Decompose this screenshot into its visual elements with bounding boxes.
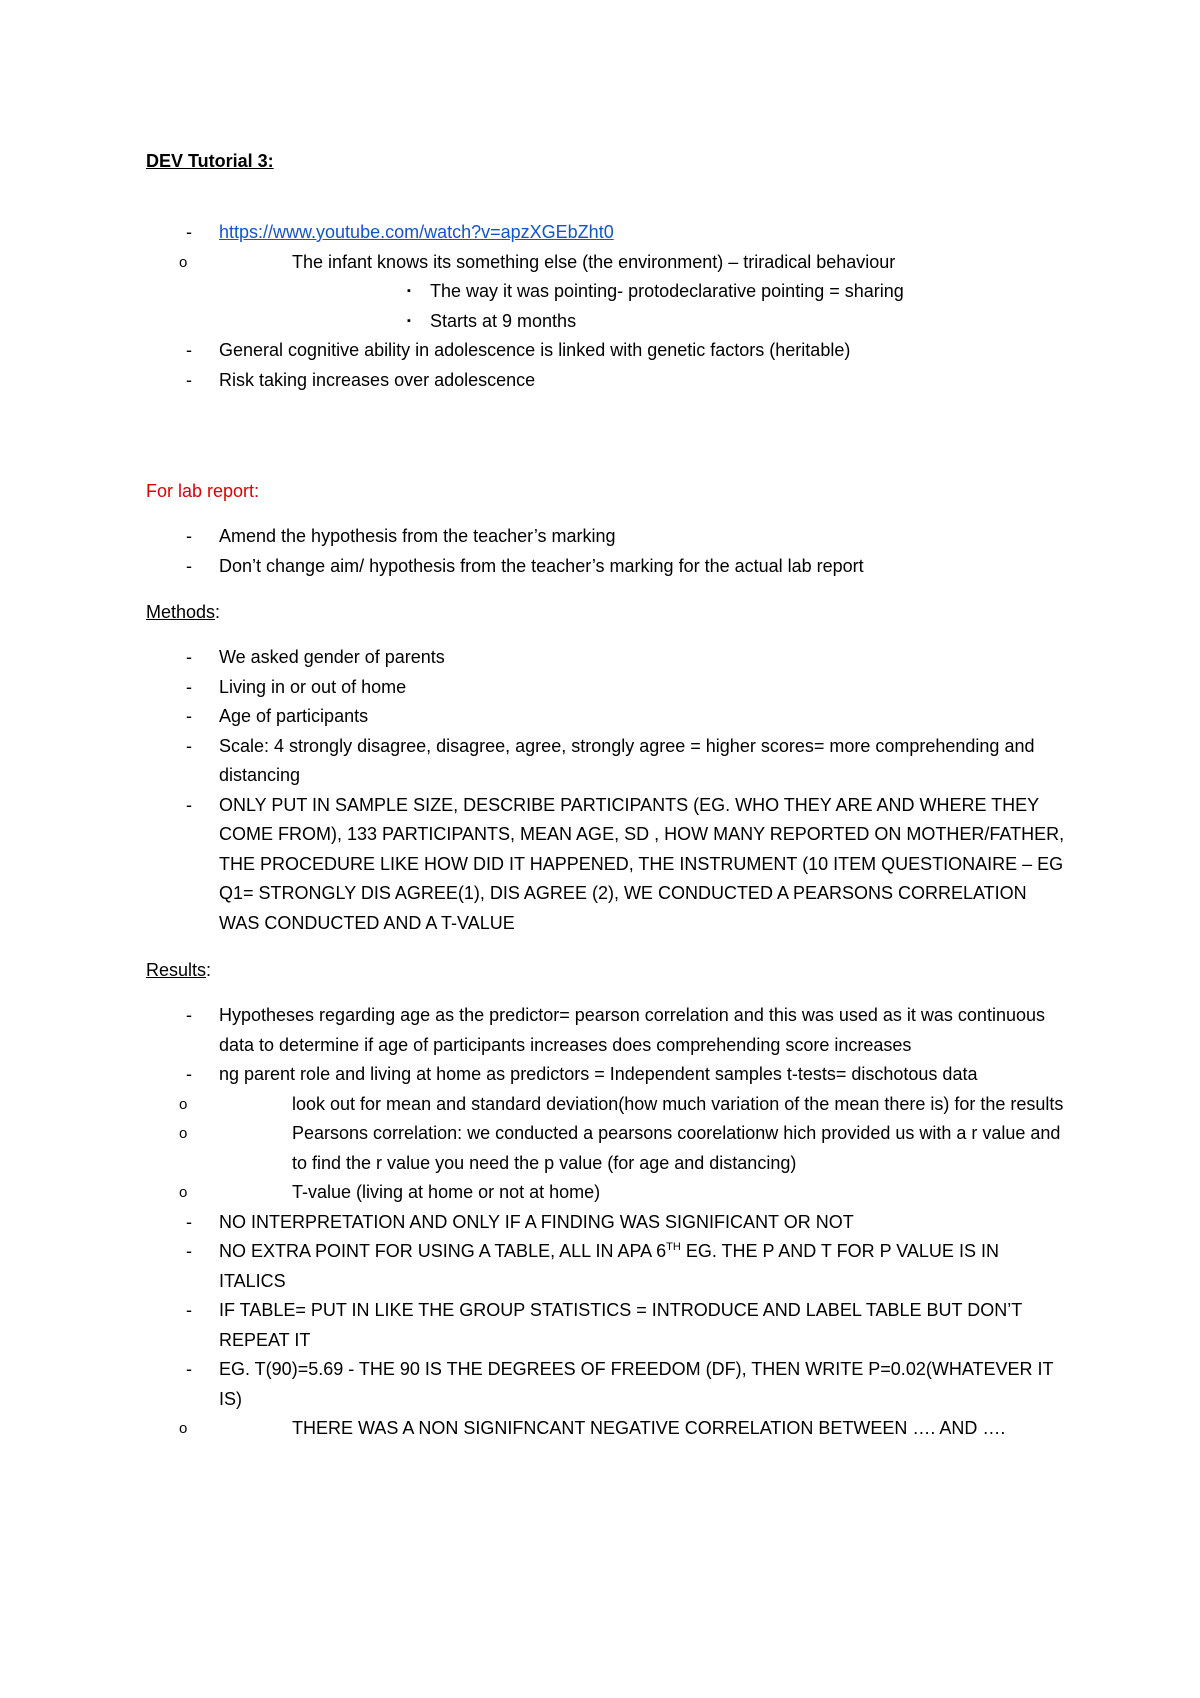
- square-bullet: ▪: [407, 314, 411, 327]
- results-colon: :: [206, 960, 212, 980]
- list-item-text: IF TABLE= PUT IN LIKE THE GROUP STATISTICS = INTRODUCE AND LABEL TABLE BUT DON’T REPEAT IT: [219, 1300, 1022, 1350]
- dash-bullet: -: [186, 1211, 192, 1232]
- list-item: [146, 673, 1066, 703]
- intro-section: [146, 218, 1066, 395]
- list-item-text: Amend the hypothesis from the teacher’s marking: [219, 526, 616, 546]
- list-item: [146, 248, 1066, 337]
- dash-bullet: -: [186, 794, 192, 815]
- list-item-text: The way it was pointing- protodeclarative pointing = sharing: [430, 281, 904, 301]
- list-item: [146, 1001, 1066, 1060]
- dash-bullet: -: [186, 647, 192, 667]
- list-item: [292, 307, 1066, 337]
- list-item: [146, 1090, 1066, 1120]
- dash-bullet: -: [186, 735, 192, 756]
- results-heading-row: [146, 956, 211, 986]
- list-item: [146, 366, 1066, 396]
- list-item: [146, 702, 1066, 732]
- list-item: [146, 522, 1066, 552]
- square-bullet: ▪: [407, 285, 411, 297]
- dash-bullet: -: [186, 340, 192, 360]
- list-item-text: T-value (living at home or not at home): [292, 1182, 601, 1202]
- list-item: [146, 1237, 1066, 1296]
- list-item: [146, 1414, 1066, 1444]
- dash-bullet: -: [186, 555, 192, 576]
- superscript-th: TH: [666, 1241, 681, 1253]
- list-item-text: The infant knows its something else (the environment) – triradical behaviour: [292, 251, 896, 272]
- list-item-text: Risk taking increases over adolescence: [219, 369, 536, 390]
- list-item: [146, 336, 1066, 366]
- list-item-text: [219, 1241, 999, 1291]
- list-item-text: Age of participants: [219, 706, 369, 726]
- list-item-text: Starts at 9 months: [430, 310, 577, 331]
- methods-heading-row: [146, 598, 220, 628]
- intro-list: [146, 218, 1066, 395]
- list-item-text: We asked gender of parents: [219, 647, 445, 667]
- lab-heading: For lab report:: [146, 481, 260, 501]
- list-item-text: THERE WAS A NON SIGNIFNCANT NEGATIVE CORRELATION BETWEEN …. AND ….: [292, 1418, 1006, 1438]
- list-item: [146, 732, 1066, 791]
- list-item-text: Pearsons correlation: we conducted a pearsons coorelationw hich provided us with a r value and to find the r value you need the p value (for age and distancing): [292, 1123, 1061, 1173]
- dash-bullet: -: [186, 1064, 192, 1084]
- dash-bullet: -: [186, 369, 192, 390]
- list-item-text: look out for mean and standard deviation(how much variation of the mean there is) for the results: [292, 1093, 1064, 1114]
- page-title: DEV Tutorial 3:: [146, 151, 274, 171]
- list-item-text: EG. T(90)=5.69 - THE 90 IS THE DEGREES OF FREEDOM (DF), THEN WRITE P=0.02(WHATEVER IT IS): [219, 1359, 1054, 1409]
- dash-bullet: -: [186, 1300, 192, 1320]
- list-item: [146, 1296, 1066, 1355]
- results-heading: Results: [146, 960, 207, 980]
- list-item-text: Hypotheses regarding age as the predictor= pearson correlation and this was used as it was continuous data to determine if age of participants increases does comprehending score increases: [219, 1005, 1045, 1055]
- list-item: [146, 791, 1066, 939]
- circle-bullet: o: [179, 1095, 188, 1113]
- list-item: [146, 1119, 1066, 1178]
- dash-bullet: -: [186, 1005, 192, 1025]
- methods-colon: :: [215, 602, 221, 622]
- methods-list: [146, 643, 1066, 938]
- circle-bullet: o: [179, 1420, 188, 1437]
- dash-bullet: -: [186, 676, 192, 697]
- dash-bullet: -: [186, 526, 192, 546]
- list-item-text: Don’t change aim/ hypothesis from the teacher’s marking for the actual lab report: [219, 555, 864, 576]
- methods-heading: Methods: [146, 602, 216, 622]
- methods-section: [146, 643, 1066, 938]
- circle-bullet: o: [179, 1184, 188, 1201]
- list-item-text: ng parent role and living at home as predictors = Independent samples t-tests= dischotous data: [219, 1064, 978, 1084]
- list-item: [292, 277, 1066, 307]
- results-list: [146, 1001, 1066, 1444]
- lab-list: [146, 522, 1066, 581]
- dash-bullet: -: [186, 1241, 192, 1261]
- results-section: [146, 1001, 1066, 1444]
- list-item: [146, 552, 1066, 582]
- list-item: [146, 218, 1066, 336]
- youtube-link[interactable]: https://www.youtube.com/watch?v=apzXGEbZht0: [219, 222, 614, 242]
- list-item-text: Living in or out of home: [219, 676, 407, 697]
- list-item-text: Scale: 4 strongly disagree, disagree, agree, strongly agree = higher scores= more comprehending and distancing: [219, 735, 1035, 785]
- dash-bullet: -: [186, 706, 192, 726]
- list-item-text: General cognitive ability in adolescence is linked with genetic factors (heritable): [219, 340, 851, 360]
- list-item: [146, 1178, 1066, 1208]
- list-item: [146, 1355, 1066, 1444]
- apa-text: NO EXTRA POINT FOR USING A TABLE, ALL IN APA 6: [219, 1241, 667, 1261]
- list-item: [146, 1060, 1066, 1208]
- list-item-text: NO INTERPRETATION AND ONLY IF A FINDING WAS SIGNIFICANT OR NOT: [219, 1211, 854, 1232]
- list-item-text: ONLY PUT IN SAMPLE SIZE, DESCRIBE PARTICIPANTS (EG. WHO THEY ARE AND WHERE THEY COME FROM), 133 PARTICIPANTS, MEAN AGE, SD , HOW MANY REPORTED ON MOTHER/FATHER, THE PROCEDURE LIKE HOW DID IT HAPPENED, THE INSTRUMENT (10 ITEM QUESTIONAIRE – EG Q1= STRONGLY DIS AGREE(1), DIS AGREE (2), WE CONDUCTED A PEARSONS CORRELATION WAS CONDUCTED AND A T-VALUE: [219, 794, 1065, 933]
- dash-bullet: -: [186, 1359, 192, 1379]
- circle-bullet: o: [179, 1125, 188, 1142]
- apa-text-rest: EG. THE P AND T FOR P VALUE IS IN ITALICS: [219, 1241, 999, 1291]
- circle-bullet: o: [179, 253, 188, 271]
- lab-section: [146, 522, 1066, 581]
- list-item: [146, 643, 1066, 673]
- dash-bullet: -: [186, 222, 192, 242]
- list-item: [146, 1208, 1066, 1238]
